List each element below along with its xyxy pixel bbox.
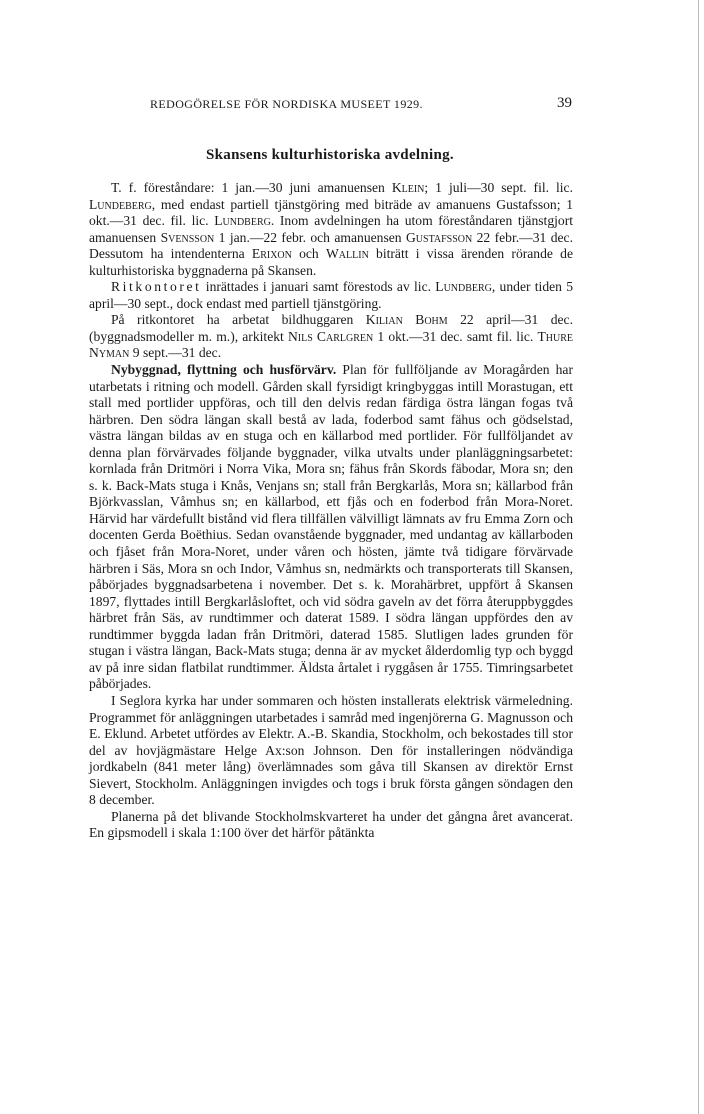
paragraph-planerna: Planerna på det blivande Stockholmskvarteret ha under det gångna året avancerat. En gipsmodell i skala 1:100 över det härför påtänkta <box>89 808 573 841</box>
paragraph-staff <box>89 180 573 279</box>
text-run: 22 april—31 dec. (byggnadsmodeller m. m.), arkitekt <box>89 312 573 344</box>
page-edge-line <box>698 0 699 1114</box>
text-run: 1 jan.—22 febr. och amanuensen <box>214 229 406 245</box>
page-number: 39 <box>557 95 572 111</box>
person-name: Klein <box>391 180 425 195</box>
person-name: Erixon <box>251 246 292 262</box>
person-name: Lundeberg <box>89 196 152 212</box>
person-name: Lundberg <box>214 213 271 229</box>
paragraph-seglora: I Seglora kyrka har under sommaren och hösten installerats elektrisk värmeledning. Programmet för anläggningen utarbetades i samråd med ingenjörerna G. Magnusson och E. Eklund. Arbetet utfördes av Elektr. A.-B. Skandia, Stockholm, och bekostades till stor del av hovjägmästare Helge Ax:son Johnson. Den för installeringen nödvändiga jordkabeln (841 meter lång) överlämnades som gåva till Skansen av direktör Ernst Sievert, Stockholm. Anläggningen invigdes och togs i bruk första gången söndagen den 8 december. <box>89 692 573 808</box>
text-run: 1 okt.—31 dec. samt fil. lic. <box>373 328 538 344</box>
person-name: Kilian Bohm <box>365 312 448 328</box>
person-name: Nils Carlgren <box>287 328 374 344</box>
text-run: 9 sept.—31 dec. <box>129 345 222 361</box>
text-run: . Inom avdelningen ha utom föreståndaren tjänstgjort amanuensen <box>89 213 574 245</box>
body-text <box>89 180 573 842</box>
bold-heading: Nybyggnad, flyttning och husförvärv. <box>111 362 337 378</box>
person-name: Svensson <box>160 229 215 245</box>
text-run: och <box>291 246 326 262</box>
spaced-heading: Ritkontoret <box>111 279 202 295</box>
person-name: Gustafsson <box>405 229 473 245</box>
text-run: På ritkontoret ha arbetat bildhuggaren <box>111 312 366 328</box>
text-run: , under tiden 5 april—30 sept., dock endast med partiell tjänstgöring. <box>89 279 573 311</box>
text-run: 22 febr.—31 dec. Dessutom ha intendenterna <box>89 229 573 262</box>
running-header <box>88 95 572 113</box>
text-run: Plan för fullföljande av Moragården har utarbetats i ritning och modell. Gården skall fyrsidigt kringbyggas intill Morastugan, ett stall med portlider uppföras, och till den delvis redan färdiga östra längan fogas två härbren. Den södra längan skall bestå av lada, foderbod samt fähus och gödselstad, västra längan bildas av en stuga och en källarbod med portlider. För fullföljandet av denna plan förvärvades följande byggnader, vilka utvalts under planläggningsarbetet: kornlada från Dritmöri i Norra Vika, Mora sn; fähus från Skords fäbodar, Mora sn; den s. k. Back-Mats stuga i Knås, Venjans sn; stall från Bergkarlås, Mora sn; källarbod från Björkvasslan, Våmhus sn; en källarbod, ett fjås och en foderbod från Mora-Noret. Härvid har värdefullt bistånd vid flera tillfällen välvilligt lämnats av fru Emma Zorn och docenten Gerda Boëthius. Sedan ovanstående byggnader, med undantag av källarboden och fjåset från Mora-Noret, under våren och hösten, jämte två tidigare förvärvade härbren i Säs, Mora sn och Indor, Våmhus sn, nedmärkts och transporterats till Skansen, påbörjades byggnadsarbetena i november. Det s. k. Morahärbret, uppfört å Skansen 1897, flyttades intill Bergkarlåsloftet, och vid södra gaveln av det förra återuppbyggdes härbret från Säs, av rundtimmer och daterat 1589. I södra längan uppfördes den av rundtimmer byggda ladan från Dritmöri, daterad 1585. Slutligen lades grunden för stugan i västra längan, Back-Mats stuga; denna är av mycket ålderdomlig typ och byggd av på inre sidan flatbilat rundtimmer. Äldsta årtalet i ryggåsen år 1755. Timringsarbetet påbörjades. <box>89 362 573 692</box>
paragraph-ritkontoret-staff <box>89 312 573 362</box>
section-title: Skansens kulturhistoriska avdelning. <box>206 147 454 163</box>
text-run: , med endast partiell tjänstgöring med biträde av amanuens Gustafsson; 1 okt.—31 dec. fil. lic. <box>89 196 573 229</box>
paragraph-ritkontoret <box>89 279 573 312</box>
text-run: T. f. föreståndare: 1 jan.—30 juni amanuensen <box>111 180 392 195</box>
person-name: Wallin <box>325 246 369 262</box>
paragraph-nybyggnad <box>89 362 573 693</box>
text-run: ; 1 juli—30 sept. fil. lic. <box>424 180 573 195</box>
running-title: REDOGÖRELSE FÖR NORDISKA MUSEET 1929. <box>150 97 423 111</box>
person-name: Lundberg <box>435 279 492 295</box>
text-run: biträtt i vissa ärenden rörande de kulturhistoriska byggnaderna på Skansen. <box>89 246 573 278</box>
text-run: inrättades i januari samt förestods av lic. <box>201 279 436 295</box>
person-name: Thure Nyman <box>89 328 573 361</box>
